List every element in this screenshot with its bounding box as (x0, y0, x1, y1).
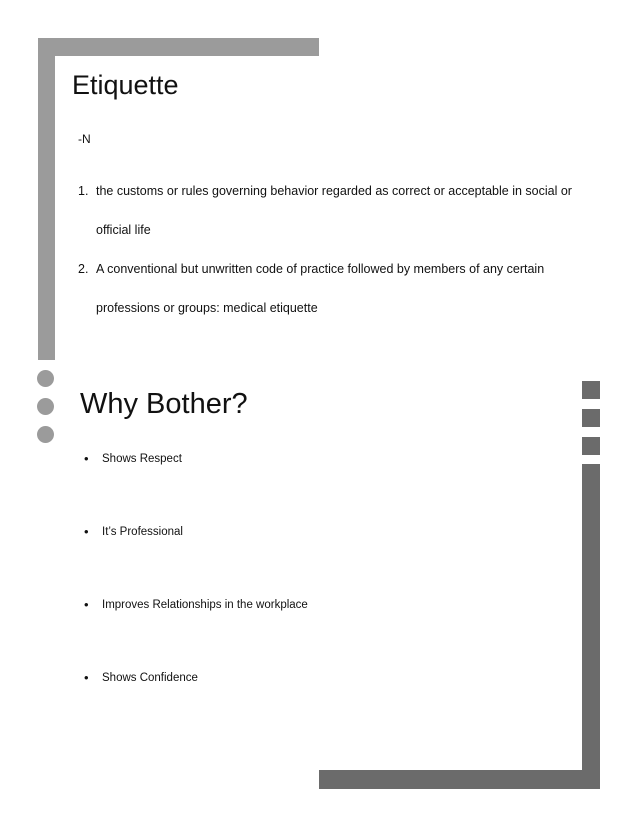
definition-item (78, 250, 578, 328)
decor-bar-right (582, 464, 600, 789)
list-item: • Shows Respect (84, 450, 308, 468)
decor-square (582, 409, 600, 427)
part-of-speech: -N (78, 132, 91, 146)
decor-bar-left (38, 38, 55, 360)
decor-bar-top (38, 38, 319, 56)
page-title: Etiquette (72, 70, 179, 100)
decor-circle (37, 370, 54, 387)
decor-circle (37, 398, 54, 415)
definition-item (78, 172, 578, 250)
list-item: • It’s Professional (84, 523, 308, 541)
decor-circle (37, 426, 54, 443)
definition-text: the customs or rules governing behavior regarded as correct or acceptable in social or official life (96, 184, 572, 237)
definition-text: A conventional but unwritten code of practice followed by members of any certain professions or groups: medical etiquette (96, 262, 545, 315)
definition-number: 1. (78, 184, 89, 198)
list-item: • Shows Confidence (84, 669, 308, 687)
definition-number: 2. (78, 262, 89, 276)
list-item: • Improves Relationships in the workplace (84, 596, 308, 614)
decor-square (582, 381, 600, 399)
reasons-list (84, 450, 308, 687)
decor-bar-bottom (319, 770, 600, 789)
decor-square (582, 437, 600, 455)
definition-list (78, 172, 578, 328)
section-heading: Why Bother? (80, 388, 248, 420)
